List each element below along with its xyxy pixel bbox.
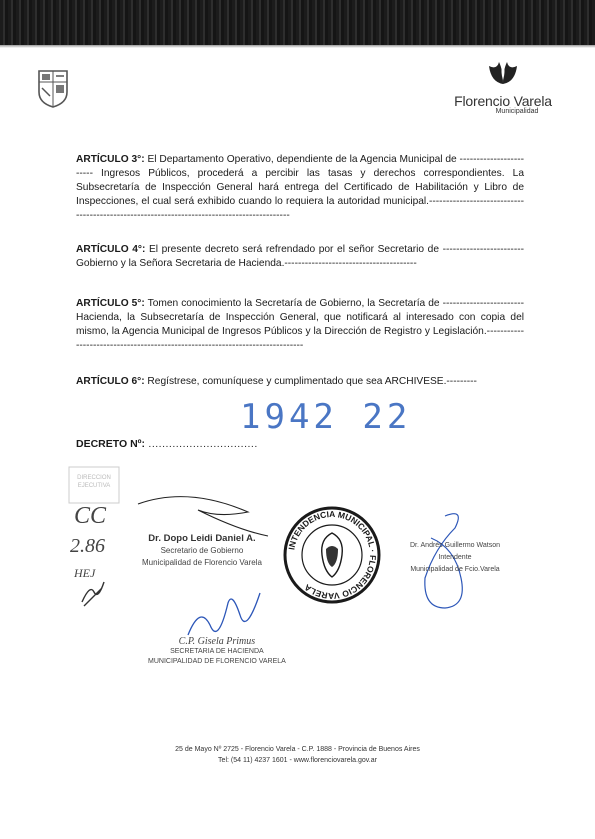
handwritten-initials: CC (74, 503, 107, 529)
article-text: Regístrese, comuníquese y cumplimentado que sea ARCHIVESE.--------- (144, 376, 477, 387)
logo-name: Florencio Varela (454, 93, 552, 109)
article-label: ARTÍCULO 5°: (76, 298, 145, 309)
city-coat-of-arms-icon (36, 68, 70, 108)
article-5 (76, 297, 524, 353)
signatory-name: Dr. Dopo Leidi Daniel A. (148, 533, 256, 544)
scan-header-bar (0, 0, 595, 45)
decreto-dots: ................................ (144, 438, 258, 450)
signatory-org: Municipalidad de Florencio Varela (142, 558, 262, 567)
signatory-role: Intendente (438, 554, 472, 561)
signature-1-block (142, 533, 262, 569)
faded-stamp (68, 466, 120, 504)
article-6 (76, 375, 524, 389)
article-3 (76, 153, 524, 223)
article-text: Tomen conocimiento la Secretaría de Gobierno, la Secretaría de ------------------------ Hacienda, la Subsecretaría de Inspección General, que notificará al interesado con copia del mismo, la Agencia Municipal de Ingresos Públicos y la Dirección de Registro y Legislación.------------------------------------------------------------------------------ (76, 298, 524, 351)
article-label: ARTÍCULO 6°: (76, 376, 145, 387)
handwritten-scribble (78, 578, 108, 608)
logo-subtitle: Municipalidad (495, 108, 539, 115)
signatory-role: SECRETARIA DE HACIENDA (170, 648, 264, 655)
faded-stamp-border (68, 466, 120, 504)
footer-address: 25 de Mayo Nº 2725 - Florencio Varela - C.P. 1888 - Provincia de Buenos Aires (175, 746, 420, 753)
article-label: ARTÍCULO 3°: (76, 154, 145, 165)
footer-contact: Tel: (54 11) 4237 1601 - www.florenciovarela.gov.ar (218, 757, 377, 764)
signature-2-block (410, 540, 500, 576)
article-label: ARTÍCULO 4°: (76, 244, 146, 255)
decreto-field (76, 438, 258, 450)
signature-3-block (148, 637, 286, 667)
handwritten-mark: 2.86 (70, 535, 105, 557)
article-text: El Departamento Operativo, dependiente de la Agencia Municipal de ------------------------ Ingresos Públicos, procederá a percibir las tasas y derechos correspondientes. La Subsecretaría de Inspección General hará entrega del Certificado de Habilitación y Libro de Inspecciones, el cual será exhibido cuando lo requiera la autoridad municipal.------------------------------------------------------------------------------------------- (76, 154, 525, 221)
svg-text:INTENDENCIA MUNICIPAL · FLOREN: INTENDENCIA MUNICIPAL · FLORENCIO VARELA (286, 508, 379, 602)
florencio-varela-logo (448, 60, 558, 122)
handwritten-code: HEJ (74, 566, 96, 580)
signatory-name: C.P. Gisela Primus (178, 636, 256, 647)
municipal-seal-stamp (282, 505, 382, 605)
stamp-line: EJECUTIVA (77, 483, 111, 489)
signatory-name: Dr. Andrés Guillermo Watson (410, 542, 500, 549)
scan-header-edge (0, 45, 595, 48)
article-4 (76, 243, 524, 271)
article-text: El presente decreto será refrendado por el señor Secretario de ------------------------ Gobierno y la Señora Secretaria de Hacienda.--------------------------------------- (76, 244, 524, 269)
tulip-logo-icon (483, 60, 523, 86)
signatory-role: Secretario de Gobierno (160, 546, 244, 555)
signatory-org: Municipalidad de Fcio.Varela (410, 566, 500, 573)
decree-number-stamp: 1942 22 (240, 397, 412, 437)
stamp-line: DIRECCION (77, 475, 111, 481)
signatory-org: MUNICIPALIDAD DE FLORENCIO VARELA (148, 658, 286, 665)
decreto-label: DECRETO Nº: (76, 438, 145, 450)
